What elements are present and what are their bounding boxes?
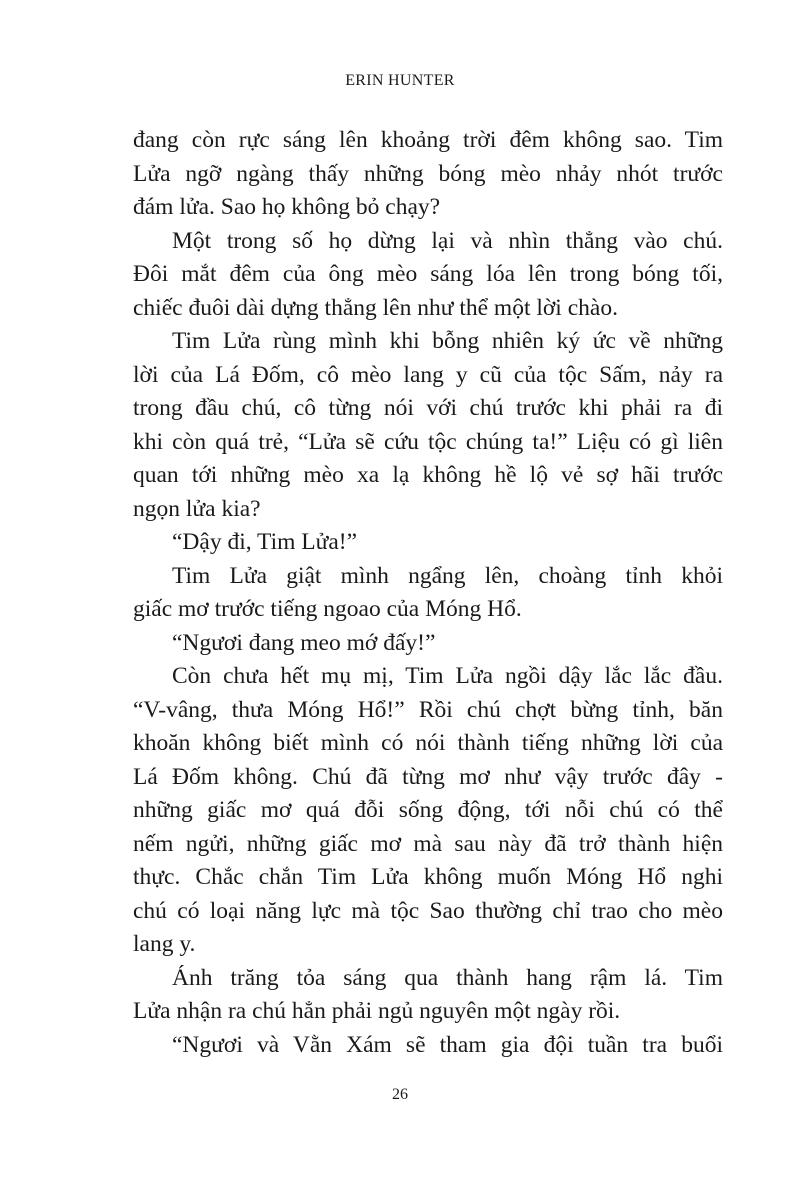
text-line: Lửa nhận ra chú hẳn phải ngủ nguyên một ngày rồi. bbox=[133, 998, 621, 1024]
page-number: 26 bbox=[392, 1086, 408, 1103]
text-line: trong đầu chú, cô từng nói với chú trước khi phải ra đi bbox=[133, 395, 723, 421]
text-line: thực. Chắc chắn Tim Lửa không muốn Móng Hổ nghi bbox=[133, 864, 723, 890]
text-line: Một trong số họ dừng lại và nhìn thẳng vào chú. bbox=[172, 227, 723, 254]
text-line: ngọn lửa kia? bbox=[133, 495, 261, 522]
text-line: khi còn quá trẻ, “Lửa sẽ cứu tộc chúng ta!” Liệu có gì liên bbox=[133, 428, 723, 455]
text-line: đang còn rực sáng lên khoảng trời đêm không sao. Tim bbox=[133, 127, 723, 153]
text-line: “Ngươi và Vằn Xám sẽ tham gia đội tuần tra buổi bbox=[172, 1031, 723, 1058]
text-line: lời của Lá Đốm, cô mèo lang y cũ của tộc Sấm, nảy ra bbox=[133, 361, 723, 388]
text-line: Tim Lửa rùng mình khi bỗng nhiên ký ức về những bbox=[172, 328, 723, 354]
text-line: nếm ngửi, những giấc mơ mà sau này đã trở thành hiện bbox=[133, 830, 723, 857]
text-line: Tim Lửa giật mình ngẩng lên, choàng tỉnh khỏi bbox=[172, 562, 723, 589]
text-line: đám lửa. Sao họ không bỏ chạy? bbox=[133, 194, 441, 220]
text-line: những giấc mơ quá đỗi sống động, tới nỗi chú có thể bbox=[133, 797, 723, 823]
text-line: lang y. bbox=[133, 931, 196, 957]
text-line: Ánh trăng tỏa sáng qua thành hang rậm lá. Tim bbox=[172, 964, 723, 991]
body-text bbox=[133, 124, 723, 1062]
text-line: khoăn không biết mình có nói thành tiếng những lời của bbox=[133, 730, 723, 756]
text-line: “V-vâng, thưa Móng Hổ!” Rồi chú chợt bừng tỉnh, băn bbox=[133, 696, 723, 723]
text-line: giấc mơ trước tiếng ngoao của Móng Hổ. bbox=[133, 596, 522, 622]
running-head: ERIN HUNTER bbox=[345, 72, 455, 89]
text-line: Lửa ngỡ ngàng thấy những bóng mèo nhảy nhót trước bbox=[133, 160, 723, 187]
text-line: Lá Đốm không. Chú đã từng mơ như vậy trước đây - bbox=[133, 763, 723, 790]
text-line: chiếc đuôi dài dựng thẳng lên như thể một lời chào. bbox=[133, 294, 618, 321]
text-line: “Ngươi đang meo mớ đấy!” bbox=[172, 629, 436, 656]
text-line: chú có loại năng lực mà tộc Sao thường chỉ trao cho mèo bbox=[133, 897, 723, 924]
text-line: “Dậy đi, Tim Lửa!” bbox=[172, 529, 358, 555]
text-line: quan tới những mèo xa lạ không hề lộ vẻ sợ hãi trước bbox=[133, 462, 723, 488]
text-line: Còn chưa hết mụ mị, Tim Lửa ngồi dậy lắc lắc đầu. bbox=[172, 663, 723, 689]
text-line: Đôi mắt đêm của ông mèo sáng lóa lên trong bóng tối, bbox=[133, 261, 723, 287]
